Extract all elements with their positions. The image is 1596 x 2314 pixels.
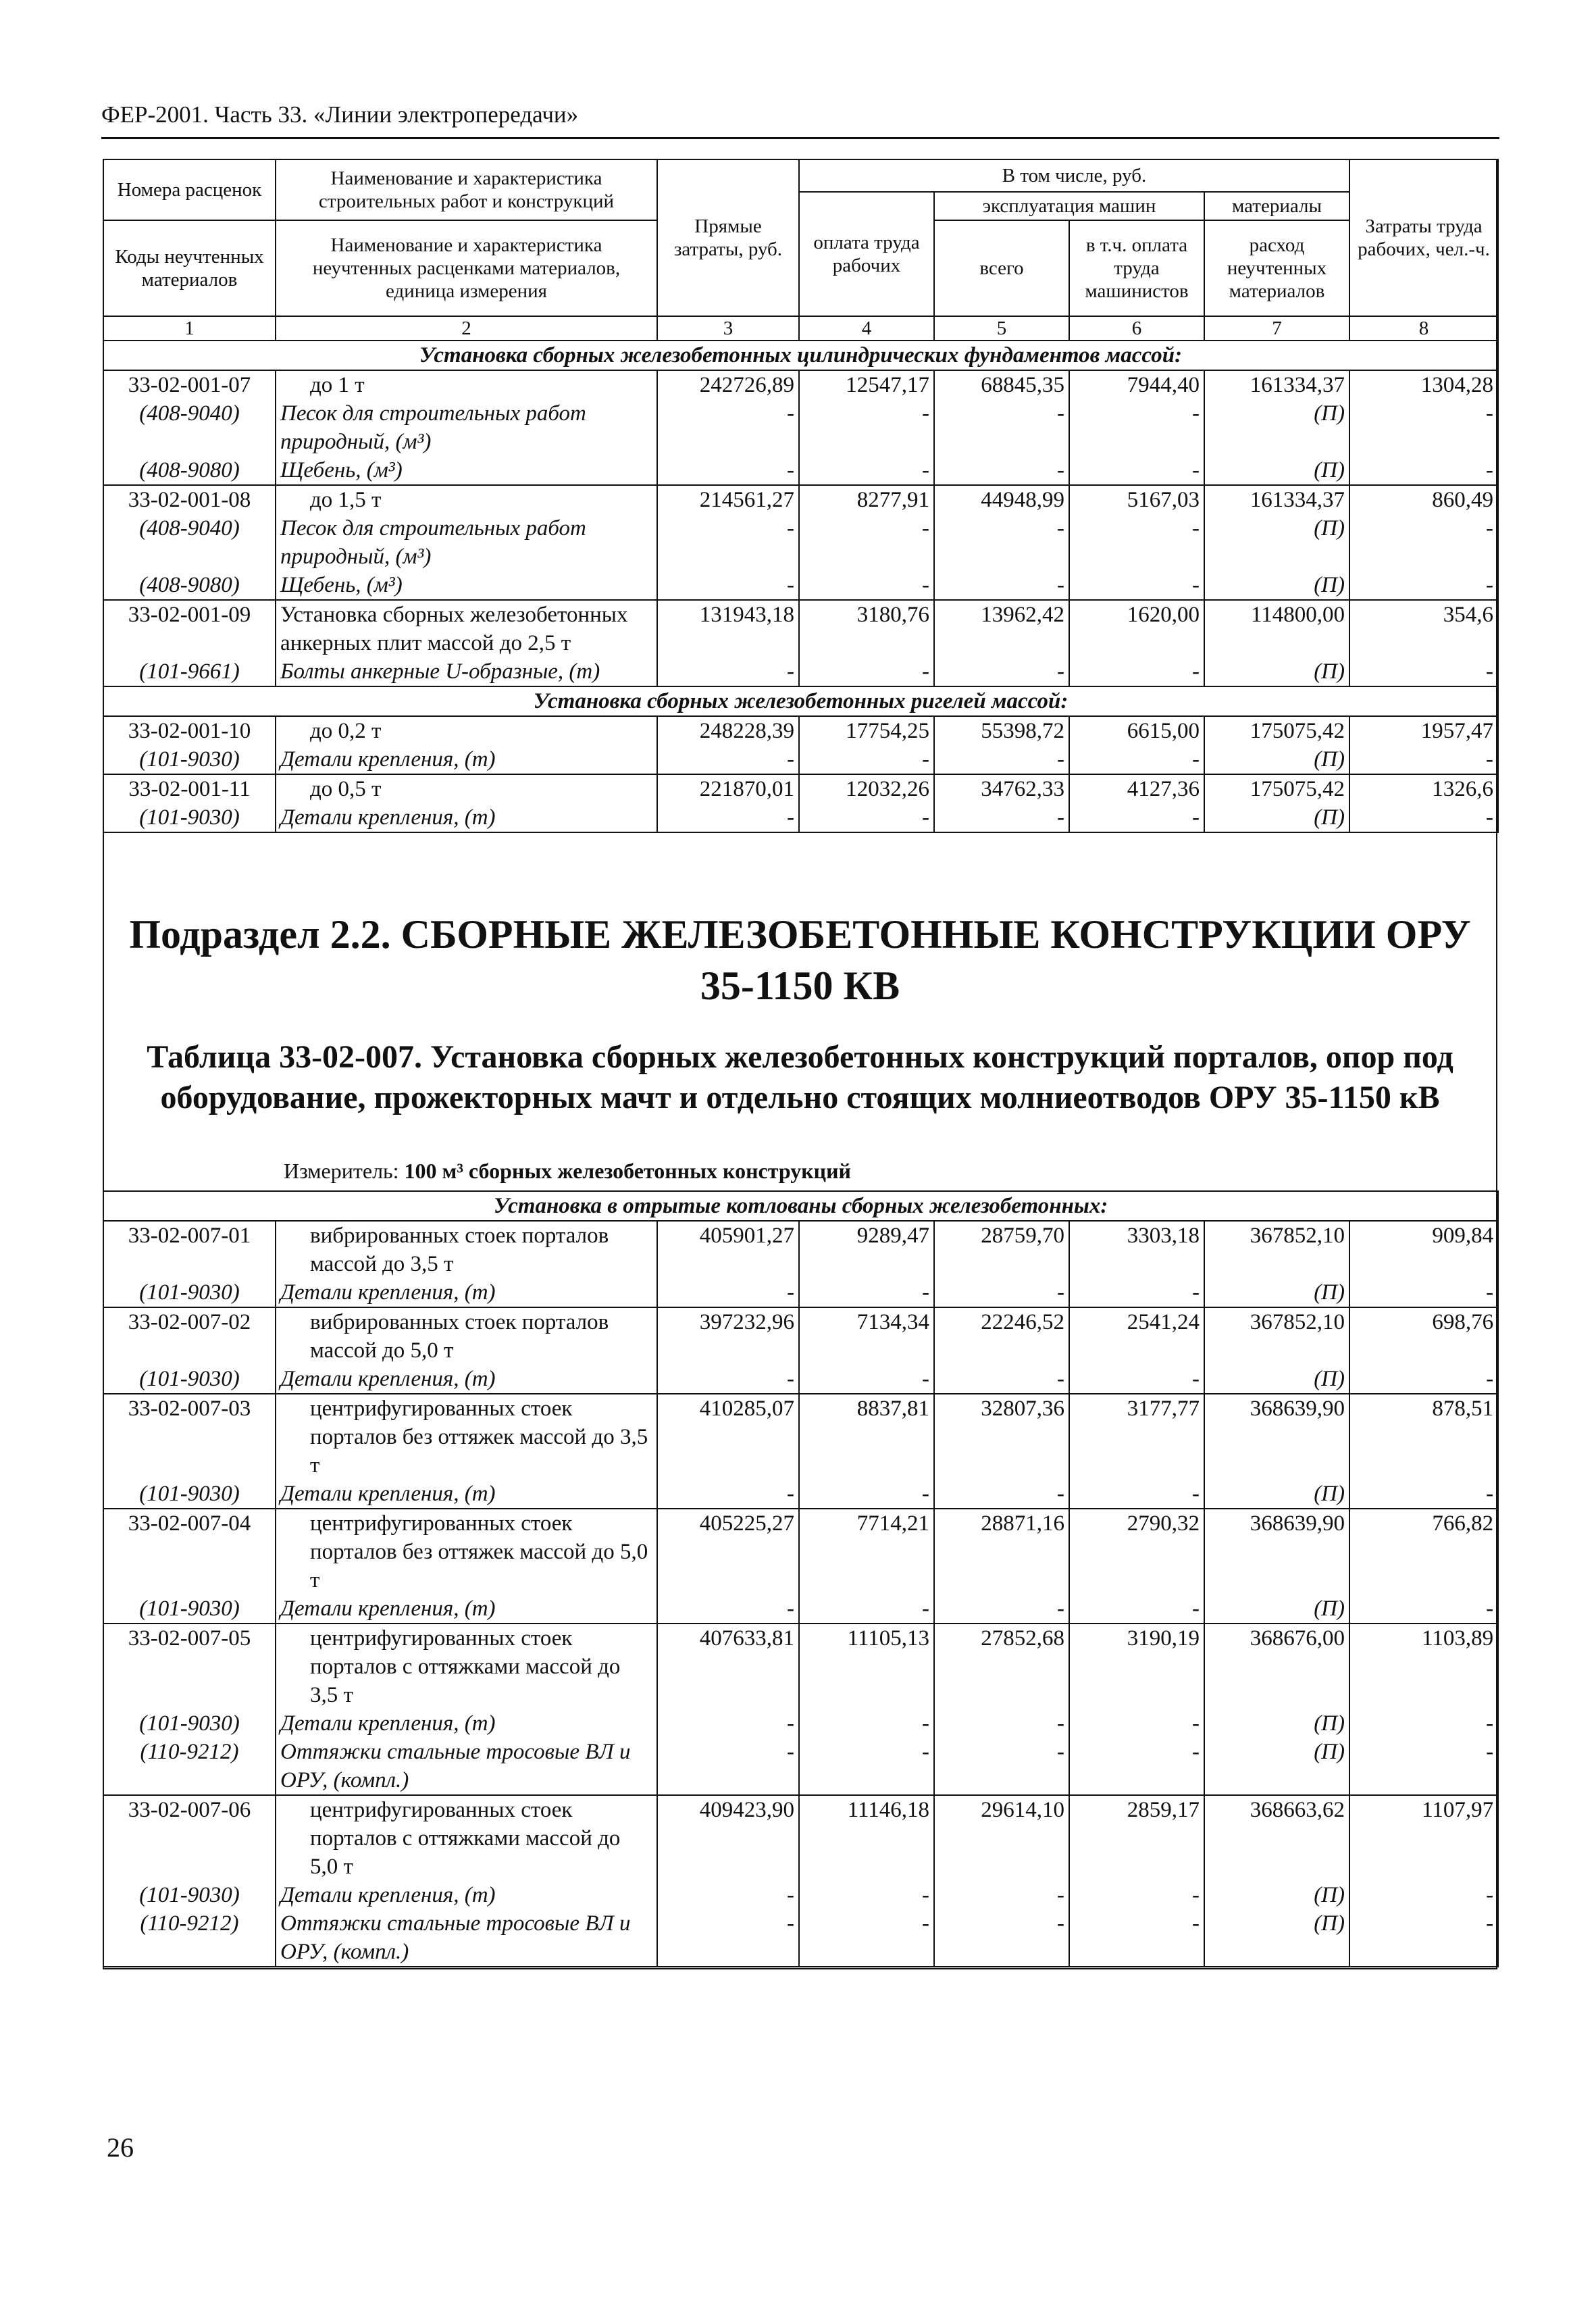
running-head: ФЕР-2001. Часть 33. «Линии электропередачи»: [101, 101, 579, 128]
section-row: Установка сборных железобетонных цилиндрических фундаментов массой:: [103, 341, 1498, 370]
material-row: (101-9030) Детали крепления, (т) - - - - (П) -: [103, 1278, 1498, 1307]
header-operators-wages: в т.ч. оплата труда машинистов: [1069, 220, 1204, 316]
header-row: [103, 159, 1498, 192]
header-wages: оплата труда рабочих: [799, 192, 934, 316]
material-row: (101-9030) Детали крепления, (т) - - - - (П) -: [103, 1709, 1498, 1738]
material-row: (101-9030) Детали крепления, (т) - - - - (П) -: [103, 1365, 1498, 1394]
header-direct-costs: Прямые затраты, руб.: [657, 159, 799, 316]
header-material-consumption: расход неучтенных материалов: [1204, 220, 1349, 316]
material-row: (101-9030) Детали крепления, (т) - - - - (П) -: [103, 1594, 1498, 1624]
measure-label: Измеритель:: [284, 1159, 399, 1183]
material-row: (101-9030) Детали крепления, (т) - - - - (П) -: [103, 1480, 1498, 1509]
material-row: (101-9030) Детали крепления, (т) - - - - (П) -: [103, 1881, 1498, 1909]
material-row: (408-9080) Щебень, (м³) - - - - (П) -: [103, 456, 1498, 485]
table-row: 33-02-007-06 центрифугированных стоек порталов с оттяжками массой до 5,0 т 409423,90 11146,18 29614,10 2859,17 368663,62 1107,97: [103, 1795, 1498, 1881]
measure-value: 100 м³ сборных железобетонных конструкций: [404, 1159, 851, 1183]
material-row: (408-9040) Песок для строительных работ природный, (м³) - - - - (П) -: [103, 514, 1498, 571]
header-material-names: Наименование и характеристика неучтенных расценками материалов, единица измерения: [276, 220, 657, 316]
table-row: 33-02-001-11 до 0,5 т 221870,01 12032,26 34762,33 4127,36 175075,42 1326,6: [103, 774, 1498, 803]
rates-table-33-02-001: [103, 159, 1499, 833]
header-materials: материалы: [1204, 192, 1349, 220]
subsection-heading: Подраздел 2.2. СБОРНЫЕ ЖЕЛЕЗОБЕТОННЫЕ КОНСТРУКЦИИ ОРУ 35-1150 КВ: [129, 912, 1471, 1008]
section-row: Установка в отрытые котлованы сборных железобетонных:: [103, 1191, 1498, 1221]
header-material-codes: Коды неучтенных материалов: [103, 220, 276, 316]
table-row: 33-02-007-01 вибрированных стоек порталов массой до 3,5 т 405901,27 9289,47 28759,70 3303,18 367852,10 909,84: [103, 1221, 1498, 1278]
table-row: 33-02-001-09 Установка сборных железобетонных анкерных плит массой до 2,5 т 131943,18 3180,76 13962,42 1620,00 114800,00 354,6: [103, 600, 1498, 657]
material-row: (101-9030) Детали крепления, (т) - - - - (П) -: [103, 745, 1498, 774]
material-row: (408-9080) Щебень, (м³) - - - - (П) -: [103, 571, 1498, 600]
table-row: 33-02-007-05 центрифугированных стоек порталов с оттяжками массой до 3,5 т 407633,81 11105,13 27852,68 3190,19 368676,00 1103,89: [103, 1624, 1498, 1709]
material-row: (408-9040) Песок для строительных работ природный, (м³) - - - - (П) -: [103, 399, 1498, 456]
header-work-name: Наименование и характеристика строительных работ и конструкций: [276, 159, 657, 220]
header-labor: Затраты труда рабочих, чел.-ч.: [1349, 159, 1498, 316]
header-rule: [101, 137, 1499, 139]
table-row: 33-02-001-08 до 1,5 т 214561,27 8277,91 44948,99 5167,03 161334,37 860,49: [103, 485, 1498, 514]
table-row: 33-02-007-04 центрифугированных стоек порталов без оттяжек массой до 5,0 т 405225,27 7714,21 28871,16 2790,32 368639,90 766,82: [103, 1509, 1498, 1594]
rates-table-33-02-007: [103, 1190, 1499, 1967]
column-numbers-row: 1 2 3 4 5 6 7 8: [103, 316, 1498, 341]
material-row: (110-9212) Оттяжки стальные тросовые ВЛ и ОРУ, (компл.) - - - - (П) -: [103, 1909, 1498, 1967]
table-row: 33-02-001-07 до 1 т 242726,89 12547,17 68845,35 7944,40 161334,37 1304,28: [103, 370, 1498, 399]
table-row: 33-02-007-02 вибрированных стоек порталов массой до 5,0 т 397232,96 7134,34 22246,52 2541,24 367852,10 698,76: [103, 1307, 1498, 1365]
header-machines-total: всего: [934, 220, 1069, 316]
page-number: 26: [107, 2132, 134, 2163]
table-row: 33-02-007-03 центрифугированных стоек порталов без оттяжек массой до 3,5 т 410285,07 8837,81 32807,36 3177,77 368639,90 878,51: [103, 1394, 1498, 1480]
table-title: Таблица 33-02-007. Установка сборных железобетонных конструкций порталов, опор под оборудование, прожекторных мачт и отдельно стоящих молниеотводов ОРУ 35-1150 кВ: [147, 1039, 1453, 1115]
material-row: (110-9212) Оттяжки стальные тросовые ВЛ и ОРУ, (компл.) - - - - (П) -: [103, 1738, 1498, 1795]
material-row: (101-9030) Детали крепления, (т) - - - - (П) -: [103, 803, 1498, 832]
measure-line: [284, 1159, 851, 1184]
table-row: 33-02-001-10 до 0,2 т 248228,39 17754,25 55398,72 6615,00 175075,42 1957,47: [103, 716, 1498, 745]
header-machines: эксплуатация машин: [934, 192, 1204, 220]
section-row: Установка сборных железобетонных ригелей массой:: [103, 686, 1498, 716]
header-including: В том числе, руб.: [799, 159, 1349, 192]
header-rate-numbers: Номера расценок: [103, 159, 276, 220]
material-row: (101-9661) Болты анкерные U-образные, (т) - - - - (П) -: [103, 657, 1498, 686]
